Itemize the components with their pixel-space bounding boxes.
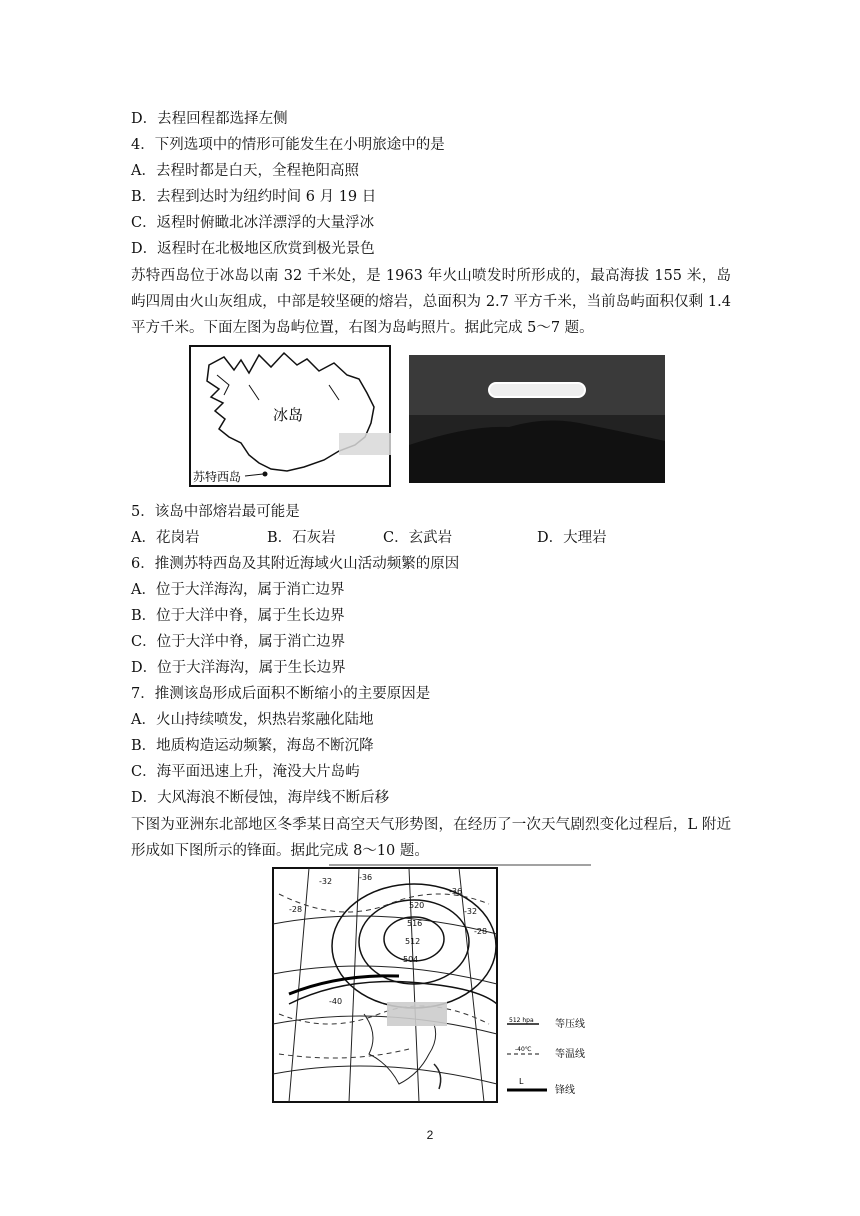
surtsey-figure-svg (189, 345, 669, 487)
label-t4: -40 (329, 997, 343, 1006)
q7-option-b: B．地质构造运动频繁，海岛不断沉降 (131, 738, 374, 754)
q3-option-d: D．去程回程都选择左侧 (131, 111, 288, 127)
watermark-blur (339, 433, 391, 455)
legend-isobar: 等压线 (555, 1019, 585, 1030)
q7-option-d: D．大风海浪不断侵蚀，海岸线不断后移 (131, 790, 390, 806)
figure-surtsey (189, 345, 669, 487)
q5-option-d: D．大理岩 (537, 530, 607, 546)
label-p3: 512 (405, 937, 421, 946)
q6-option-d: D．位于大洋海沟，属于生长边界 (131, 660, 346, 676)
q4-option-a: A．去程时都是白天，全程艳阳高照 (131, 163, 359, 179)
label-p1: 520 (409, 901, 425, 910)
q6-option-c: C．位于大洋中脊，属于消亡边界 (131, 634, 346, 650)
watermark-blur-2 (387, 1002, 447, 1026)
label-t3: -36 (359, 873, 373, 882)
q5-stem: 5．该岛中部熔岩最可能是 (131, 504, 300, 520)
q5-option-a: A．花岗岩 (131, 530, 200, 546)
q5-options (131, 528, 607, 548)
legend-front-sample: L (519, 1077, 524, 1086)
q5-option-c: C．玄武岩 (383, 530, 453, 546)
label-t7: -28 (474, 927, 488, 936)
q6-option-a: A．位于大洋海沟，属于消亡边界 (131, 582, 345, 598)
map-label-surtsey: 苏特西岛 (193, 470, 242, 484)
legend-isotherm-sample: -40℃ (515, 1046, 532, 1053)
q4-option-b: B．去程到达时为纽约时间 6 月 19 日 (131, 189, 377, 205)
label-t6: -32 (464, 907, 478, 916)
legend-isotherm: 等温线 (555, 1049, 585, 1060)
q6-stem: 6．推测苏特西岛及其附近海域火山活动频繁的原因 (131, 556, 460, 572)
label-p4: 504 (403, 955, 419, 964)
map-legend (507, 1017, 585, 1096)
weather-map-svg (269, 864, 591, 1106)
legend-front: 锋线 (555, 1085, 575, 1096)
q4-stem: 4．下列选项中的情形可能发生在小明旅途中的是 (131, 137, 445, 153)
label-t2: -32 (319, 877, 333, 886)
q6-option-b: B．位于大洋中脊，属于生长边界 (131, 608, 345, 624)
surtsey-dot (263, 472, 268, 477)
page-number: 2 (426, 1128, 434, 1142)
figure-weather-map (269, 864, 591, 1106)
q7-option-a: A．火山持续喷发，炽热岩浆融化陆地 (131, 712, 374, 728)
label-p2: 516 (407, 919, 423, 928)
q5-option-b: B．石灰岩 (267, 530, 336, 546)
label-t1: -28 (289, 905, 303, 914)
q7-option-c: C．海平面迅速上升，淹没大片岛屿 (131, 764, 360, 780)
legend-isobar-sample: 512 hpa (509, 1017, 534, 1024)
label-t5: -36 (449, 887, 463, 896)
map-label-iceland: 冰岛 (273, 406, 304, 424)
passage-weather: 下图为亚洲东北部地区冬季某日高空天气形势图，在经历了一次天气剧烈变化过程后，L 附近形成如下图所示的锋面。据此完成 8～10 题。 (131, 817, 731, 859)
q4-option-d: D．返程时在北极地区欣赏到极光景色 (131, 241, 375, 257)
q7-stem: 7．推测该岛形成后面积不断缩小的主要原因是 (131, 686, 431, 702)
passage-surtsey: 苏特西岛位于冰岛以南 32 千米处，是 1963 年火山喷发时所形成的，最高海拔 155 米，岛屿四周由火山灰组成，中部是较坚硬的熔岩，总面积为 2.7 平方千米，当前岛屿面积仅剩 1.4 平方千米。下面左图为岛屿位置，右图为岛屿照片。据此完成 5～7 题。 (131, 268, 731, 336)
q4-option-c: C．返程时俯瞰北冰洋漂浮的大量浮冰 (131, 215, 375, 231)
